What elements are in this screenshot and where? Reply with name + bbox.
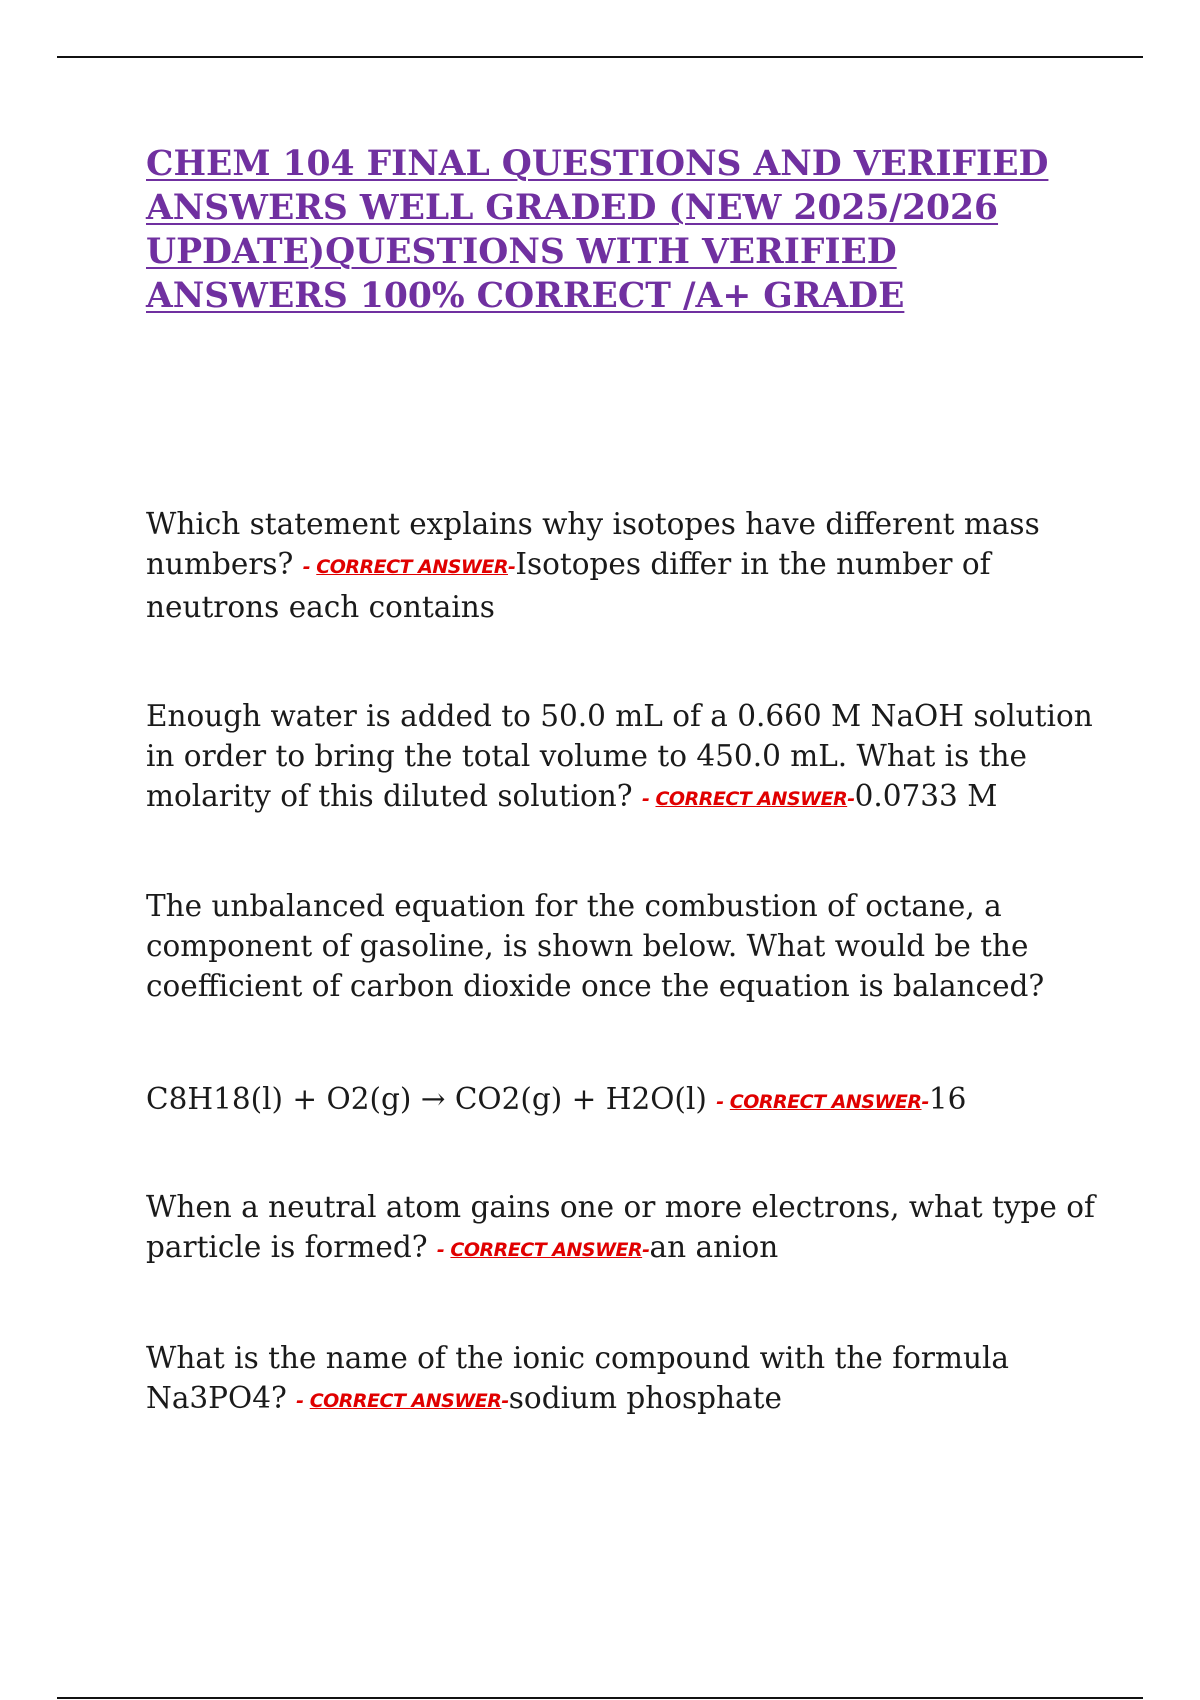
answer-marker [642,788,855,810]
answer-text: sodium phosphate [508,1381,782,1415]
question-line: The unbalanced equation for the combustion of octane, a [146,889,1002,923]
answer-marker-trail: - [847,788,855,810]
qa-item-anion [146,1187,1095,1270]
question-line [146,1227,1076,1270]
question-line [146,1079,1076,1122]
answer-marker [303,556,516,578]
answer-marker-dash: - [716,1091,730,1113]
question-text: numbers? [146,547,303,581]
title-line: ANSWERS WELL GRADED (NEW 2025/2026 [146,188,999,228]
answer-marker [437,1239,650,1261]
question-line: component of gasoline, is shown below. What would be the [146,929,1029,963]
qa-item-sodium-phosphate [146,1338,1076,1421]
title-line: CHEM 104 FINAL QUESTIONS AND VERIFIED [146,144,1049,184]
question-line: Enough water is added to 50.0 mL of a 0.660 M NaOH solution [146,699,1093,733]
question-text: Na3PO4? [146,1381,297,1415]
title-line: ANSWERS 100% CORRECT /A+ GRADE [146,276,905,316]
bottom-rule [57,1697,1143,1699]
equation-text: C8H18(l) + O2(g) → CO2(g) + H2O(l) [146,1082,717,1116]
qa-item-dilution [146,696,1093,819]
qa-item-isotopes [146,504,1076,627]
question-text: molarity of this diluted solution? [146,779,642,813]
answer-marker-trail: - [642,1239,650,1261]
answer-marker-trail: - [501,1390,509,1412]
answer-text: Isotopes differ in the number of [515,547,991,581]
question-line: in order to bring the total volume to 450.0 mL. What is the [146,739,1027,773]
question-line: Which statement explains why isotopes have different mass [146,507,1040,541]
qa-item-octane-equation [146,1079,1076,1122]
question-line [146,1378,1076,1421]
qa-item-octane-question [146,886,1076,1006]
answer-marker-label: CORRECT ANSWER [655,788,848,810]
answer-marker-label: CORRECT ANSWER [316,556,508,578]
question-line [146,544,1076,587]
answer-marker-trail: - [507,556,516,578]
answer-marker [716,1091,929,1113]
answer-marker-label: CORRECT ANSWER [729,1091,922,1113]
question-line: When a neutral atom gains one or more electrons, what type of [146,1190,1095,1224]
answer-marker-dash: - [296,1390,310,1412]
question-line: What is the name of the ionic compound with the formula [146,1341,1009,1375]
title-line: UPDATE)QUESTIONS WITH VERIFIED [146,232,897,272]
answer-marker-label: CORRECT ANSWER [309,1390,502,1412]
answer-text: 0.0733 M [854,779,998,813]
question-line [146,776,1076,819]
answer-marker-dash: - [436,1239,451,1261]
question-text: particle is formed? [146,1230,437,1264]
answer-continuation: neutrons each contains [146,590,495,624]
answer-marker-dash: - [302,556,317,578]
top-rule [57,56,1143,58]
answer-marker-dash: - [641,788,656,810]
answer-text: an anion [649,1230,779,1264]
answer-marker-trail: - [921,1091,929,1113]
answer-text: 16 [928,1082,967,1116]
document-title [146,142,1049,318]
question-line: coefficient of carbon dioxide once the equation is balanced? [146,969,1045,1003]
answer-marker-label: CORRECT ANSWER [450,1239,643,1261]
answer-marker [296,1390,509,1412]
